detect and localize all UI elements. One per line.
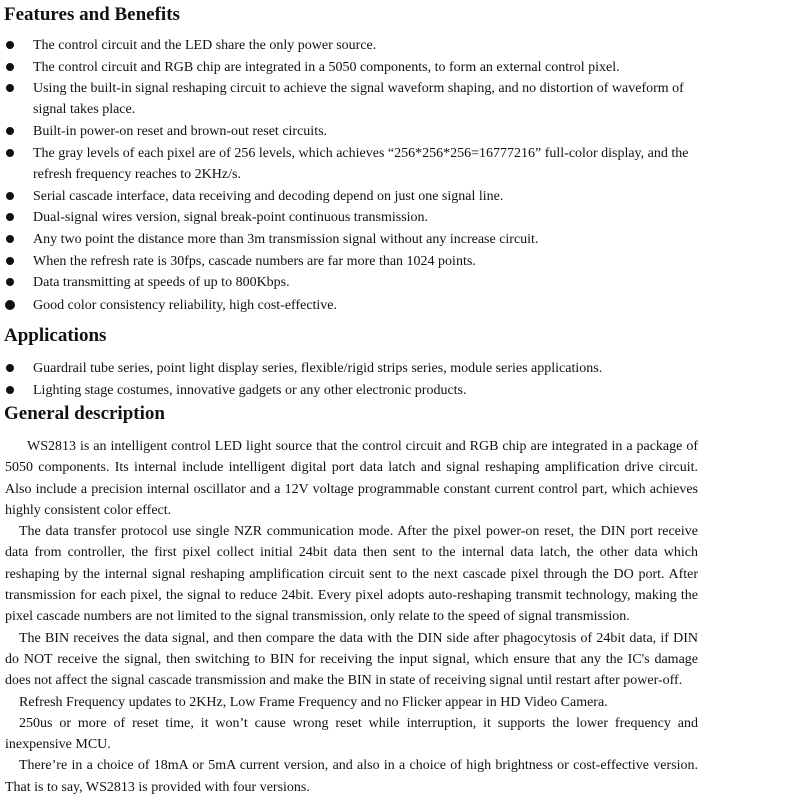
bullet-dot-icon — [6, 235, 14, 243]
feature-item: Data transmitting at speeds of up to 800Kbps. — [0, 272, 720, 293]
description-paragraph: The BIN receives the data signal, and then compare the data with the DIN side after phagocytosis of 24bit data, if DIN do NOT receive the signal, then switching to BIN for receiving the input signal, which ensure that any the IC's damage does not affect the signal cascade transmission and make the BIN in state of receiving signal until restart after power-off. — [5, 630, 698, 689]
feature-item: When the refresh rate is 30fps, cascade numbers are far more than 1024 points. — [0, 251, 720, 272]
applications-heading: Applications — [4, 325, 107, 346]
feature-item: Dual-signal wires version, signal break-point continuous transmission. — [0, 207, 720, 228]
features-heading: Features and Benefits — [4, 4, 180, 25]
feature-item: Good color consistency reliability, high cost-effective. — [0, 295, 720, 316]
application-item: Guardrail tube series, point light display series, flexible/rigid strips series, module series applications. — [0, 358, 720, 379]
feature-item: The control circuit and RGB chip are integrated in a 5050 components, to form an external control pixel. — [0, 57, 720, 78]
bullet-dot-icon — [6, 149, 14, 157]
bullet-dot-icon — [6, 386, 14, 394]
bullet-dot-icon — [6, 84, 14, 92]
feature-item: Any two point the distance more than 3m transmission signal without any increase circuit. — [0, 229, 720, 250]
application-item: Lighting stage costumes, innovative gadgets or any other electronic products. — [0, 380, 720, 401]
feature-item: Using the built-in signal reshaping circuit to achieve the signal waveform shaping, and no distortion of waveform of signal takes place. — [0, 78, 720, 120]
feature-item: The control circuit and the LED share the only power source. — [0, 35, 720, 56]
bullet-dot-icon — [6, 127, 14, 135]
description-paragraph: 250us or more of reset time, it won’t cause wrong reset while interruption, it supports the lower frequency and inexpensive MCU. — [5, 715, 698, 753]
bullet-dot-icon — [6, 63, 14, 71]
description-paragraph: The data transfer protocol use single NZR communication mode. After the pixel power-on reset, the DIN port receive data from controller, the first pixel collect initial 24bit data then sent to the internal data latch, the other data which reshaping by the internal signal reshaping amplification circuit sent to the next cascade pixel through the DO port. After transmission for each pixel, the signal to reduce 24bit. Every pixel adopts auto-reshaping transmit technology, making the pixel cascade numbers are not limited to the signal transmission, only relate to the speed of signal transmission. — [5, 524, 698, 625]
bullet-dot-icon — [5, 300, 15, 310]
feature-item: The gray levels of each pixel are of 256 levels, which achieves “256*256*256=16777216” full-color display, and the refresh frequency reaches to 2KHz/s. — [0, 143, 720, 185]
general-description-body — [5, 436, 698, 798]
feature-item: Built-in power-on reset and brown-out reset circuits. — [0, 121, 720, 142]
bullet-dot-icon — [6, 278, 14, 286]
feature-item: Serial cascade interface, data receiving and decoding depend on just one signal line. — [0, 186, 720, 207]
bullet-dot-icon — [6, 364, 14, 372]
bullet-dot-icon — [6, 213, 14, 221]
general-description-heading: General description — [4, 403, 165, 424]
bullet-dot-icon — [6, 257, 14, 265]
bullet-dot-icon — [6, 192, 14, 200]
description-paragraph: WS2813 is an intelligent control LED light source that the control circuit and RGB chip are integrated in a package of 5050 components. Its internal include intelligent digital port data latch and signal reshaping amplification drive circuit. Also include a precision internal oscillator and a 12V voltage programmable constant current control part, which achieves highly consistent color effect. — [5, 439, 698, 518]
bullet-dot-icon — [6, 41, 14, 49]
description-paragraph: There’re in a choice of 18mA or 5mA current version, and also in a choice of high brightness or cost-effective version. That is to say, WS2813 is provided with four versions. — [5, 758, 698, 795]
description-paragraph: Refresh Frequency updates to 2KHz, Low Frame Frequency and no Flicker appear in HD Video Camera. — [19, 694, 608, 710]
